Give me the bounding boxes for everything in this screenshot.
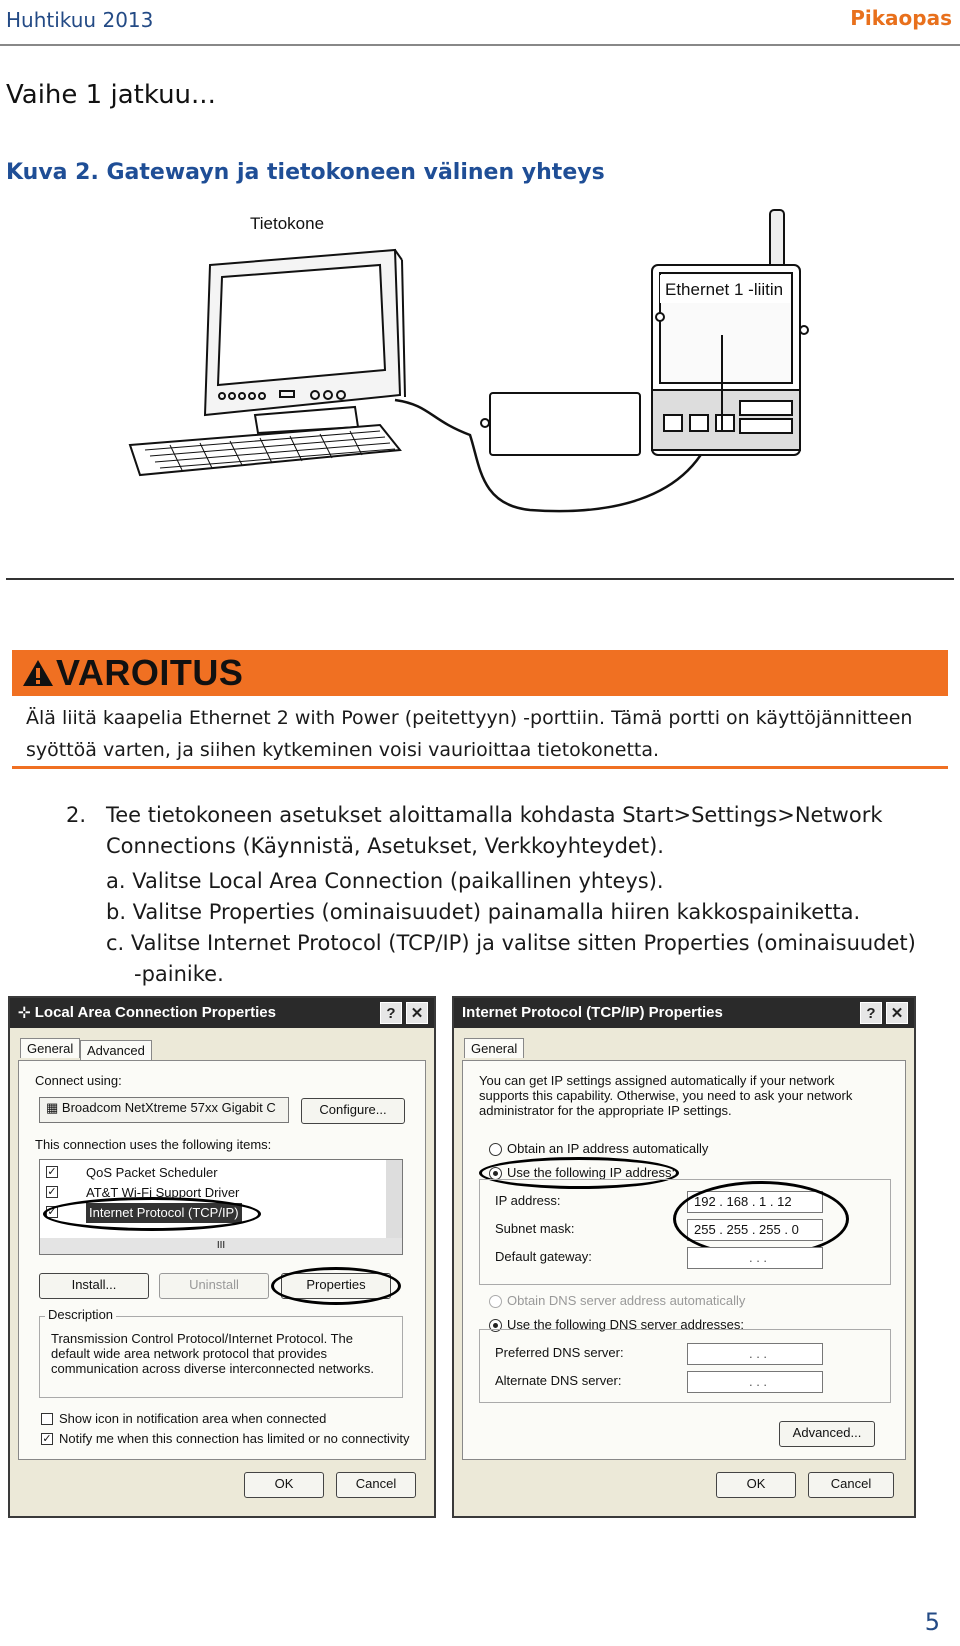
list-scrollbar[interactable] (386, 1160, 402, 1238)
adapter-field: ▦ Broadcom NetXtreme 57xx Gigabit C (39, 1097, 289, 1123)
tab-general[interactable]: General (20, 1038, 80, 1058)
description-text: Transmission Control Protocol/Internet Protocol. The default wide area network protocol that provides communication across diverse interconnected networks. (51, 1331, 374, 1376)
obtain-ip-radio[interactable] (489, 1143, 502, 1156)
network-icon: ⊹ (18, 1004, 35, 1021)
ok-button[interactable]: OK (716, 1472, 796, 1498)
lan-general-panel (18, 1060, 426, 1460)
warning-triangle-icon (22, 658, 54, 688)
obtain-ip-label[interactable]: Obtain an IP address automatically (507, 1141, 709, 1156)
subnet-mask-field[interactable]: 255 . 255 . 255 . 0 (687, 1219, 823, 1241)
figure-rule (6, 578, 954, 580)
gateway-drawing (481, 210, 808, 455)
ip-address-label: IP address: (495, 1193, 561, 1208)
step-main-text: Tee tietokoneen asetukset aloittamalla kohdasta Start>Settings>Network Connections (Käynnistä, Asetukset, Verkkoyhteydet). (106, 803, 883, 858)
warning-rule (12, 766, 948, 769)
label-ethernet-port: Ethernet 1 -liitin (665, 280, 784, 299)
tcpip-general-panel (462, 1060, 906, 1460)
notify-label[interactable]: Notify me when this connection has limited or no connectivity (59, 1431, 410, 1446)
item-checkbox-wifi[interactable]: ✓ (47, 1186, 57, 1198)
list-item-wifi[interactable]: AT&T Wi-Fi Support Driver (86, 1185, 240, 1200)
cancel-button[interactable]: Cancel (808, 1472, 894, 1498)
close-button[interactable]: ✕ (406, 1002, 428, 1024)
preferred-dns-label: Preferred DNS server: (495, 1345, 624, 1360)
tab-advanced[interactable]: Advanced (80, 1040, 152, 1060)
default-gateway-field[interactable]: . . . (687, 1247, 823, 1269)
cancel-button[interactable]: Cancel (336, 1472, 416, 1498)
use-dns-label[interactable]: Use the following DNS server addresses: (507, 1317, 744, 1332)
alternate-dns-label: Alternate DNS server: (495, 1373, 622, 1388)
item-checkbox-qos[interactable]: ✓ (47, 1166, 57, 1178)
obtain-dns-label[interactable]: Obtain DNS server address automatically (507, 1293, 746, 1308)
item-checkbox-tcpip[interactable]: ✓ (47, 1206, 57, 1218)
tcpip-dialog-title: Internet Protocol (TCP/IP) Properties (454, 998, 914, 1028)
step-substep-c-continued: -painike. (134, 962, 224, 986)
default-gateway-label: Default gateway: (495, 1249, 592, 1264)
ip-address-field[interactable]: 192 . 168 . 1 . 12 (687, 1191, 823, 1213)
show-icon-checkbox[interactable] (41, 1413, 53, 1425)
warning-title: VAROITUS (56, 652, 244, 693)
show-icon-label[interactable]: Show icon in notification area when connected (59, 1411, 327, 1426)
header-title: Pikaopas (850, 6, 952, 30)
list-item-qos[interactable]: QoS Packet Scheduler (86, 1165, 218, 1180)
adapter-icon: ▦ (46, 1100, 62, 1115)
header-date: Huhtikuu 2013 (6, 8, 154, 32)
warning-text: Älä liitä kaapelia Ethernet 2 with Power (peitettyyn) -porttiin. Tämä portti on käyttöjännitteen syöttöä varten, ja siihen kytkeminen voisi vaurioittaa tietokonetta. (26, 707, 913, 761)
connect-using-label: Connect using: (35, 1073, 122, 1088)
uninstall-button[interactable]: Uninstall (159, 1273, 269, 1299)
label-computer: Tietokone (250, 214, 325, 233)
step-substep-b: b. Valitse Properties (ominaisuudet) painamalla hiiren kakkospainiketta. (106, 900, 861, 924)
tab-general[interactable]: General (464, 1038, 524, 1058)
step-substep-a: a. Valitse Local Area Connection (paikallinen yhteys). (106, 869, 664, 893)
components-list[interactable] (39, 1159, 403, 1255)
ok-button[interactable]: OK (244, 1472, 324, 1498)
computer-drawing (130, 250, 405, 475)
page-number: 5 (924, 1608, 940, 1636)
connection-illustration (0, 205, 960, 565)
help-button[interactable]: ? (380, 1002, 402, 1024)
items-label: This connection uses the following items: (35, 1137, 272, 1152)
notify-checkbox[interactable]: ✓ (42, 1433, 52, 1445)
lan-properties-dialog (8, 996, 436, 1518)
use-ip-label[interactable]: Use the following IP address: (507, 1165, 676, 1180)
step-substep-c: c. Valitse Internet Protocol (TCP/IP) ja valitse sitten Properties (ominaisuudet) (106, 931, 916, 955)
subnet-mask-label: Subnet mask: (495, 1221, 575, 1236)
properties-button[interactable]: Properties (281, 1273, 391, 1299)
advanced-button[interactable]: Advanced... (779, 1421, 875, 1447)
help-button[interactable]: ? (860, 1002, 882, 1024)
install-button[interactable]: Install... (39, 1273, 149, 1299)
step-number: 2. (66, 803, 87, 827)
tcpip-properties-dialog (452, 996, 916, 1518)
horizontal-scrollbar[interactable]: III (40, 1238, 402, 1254)
description-legend: Description (45, 1307, 116, 1322)
obtain-dns-radio[interactable] (489, 1295, 502, 1308)
list-item-tcpip[interactable]: Internet Protocol (TCP/IP) (86, 1203, 242, 1223)
dns-settings-group (479, 1329, 891, 1403)
configure-button[interactable]: Configure... (301, 1098, 405, 1124)
preferred-dns-field[interactable]: . . . (687, 1343, 823, 1365)
header-rule (0, 44, 960, 46)
close-button[interactable]: ✕ (886, 1002, 908, 1024)
step-continued-heading: Vaihe 1 jatkuu... (6, 80, 216, 110)
intro-text: You can get IP settings assigned automatically if your network supports this capability. Otherwise, you need to ask your network administrator for the appropriate IP settings. (479, 1073, 853, 1118)
alternate-dns-field[interactable]: . . . (687, 1371, 823, 1393)
figure-title: Kuva 2. Gatewayn ja tietokoneen välinen yhteys (6, 160, 605, 185)
lan-dialog-title: ⊹ Local Area Connection Properties (10, 998, 434, 1028)
